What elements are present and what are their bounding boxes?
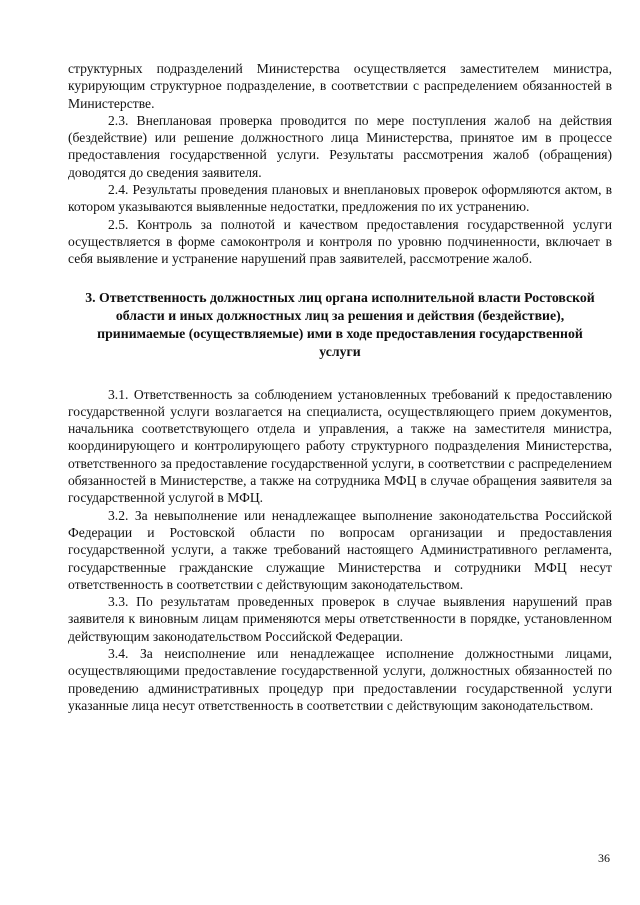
page-number: 36 [598, 851, 610, 865]
page-content [68, 60, 612, 714]
paragraph-3-4: 3.4. За неисполнение или ненадлежащее исполнение должностными лицами, осуществляющими предоставление государственной услуги, должностных обязанностей по проведению административных процедур при предоставлении государственной услуги указанные лица несут ответственность в соответствии с действующим законодательством. [68, 646, 612, 713]
paragraph-3-3: 3.3. По результатам проведенных проверок в случае выявления нарушений прав заявителя к виновным лицам применяются меры ответственности в порядке, установленном действующим законодательством Российской Федерации. [68, 594, 612, 644]
paragraph-3-1: 3.1. Ответственность за соблюдением установленных требований к предоставлению государственной услуги возлагается на специалиста, осуществляющего прием документов, начальника соответствующего отдела и управления, а также на заместителя министра, координирующего и контролирующего работу структурного подразделения Министерства, ответственного за предоставление государственной услуги, в соответствии с распределением обязанностей в Министерстве, а также на сотрудника МФЦ в случае обращения заявителя за государственной услугой в МФЦ. [68, 386, 612, 506]
paragraph-continuation: структурных подразделений Министерства осуществляется заместителем министра, курирующим структурное подразделение, в соответствии с распределением обязанностей в Министерстве. [68, 61, 612, 111]
paragraph-2-3: 2.3. Внеплановая проверка проводится по мере поступления жалоб на действия (бездействие) или решение должностного лица Министерства, принятое им в процессе предоставления государственной услуги. Результаты рассмотрения жалоб (обращения) доводятся до сведения заявителя. [68, 112, 612, 180]
paragraph-3-2: 3.2. За невыполнение или ненадлежащее выполнение законодательства Российской Федерации и Ростовской области по вопросам организации и предоставления государственной услуги, а также требований настоящего Административного регламента, государственные гражданские служащие Министерства и сотрудники МФЦ несут ответственность в соответствии с действующим законодательством. [68, 507, 612, 592]
paragraph-2-4: 2.4. Результаты проведения плановых и внеплановых проверок оформляются актом, в котором указываются выявленные недостатки, предложения по их устранению. [68, 182, 612, 215]
section-heading: 3. Ответственность должностных лиц органа исполнительной власти Ростовской области и иных должностных лиц за решения и действия (бездействие), принимаемые (осуществляемые) ими в ходе предоставления государственной услуги [85, 289, 595, 359]
paragraph-2-5: 2.5. Контроль за полнотой и качеством предоставления государственной услуги осуществляется в форме самоконтроля и контроля по уровню подчиненности, включает в себя выявление и устранение нарушений прав заявителей, рассмотрение жалоб. [68, 216, 612, 267]
